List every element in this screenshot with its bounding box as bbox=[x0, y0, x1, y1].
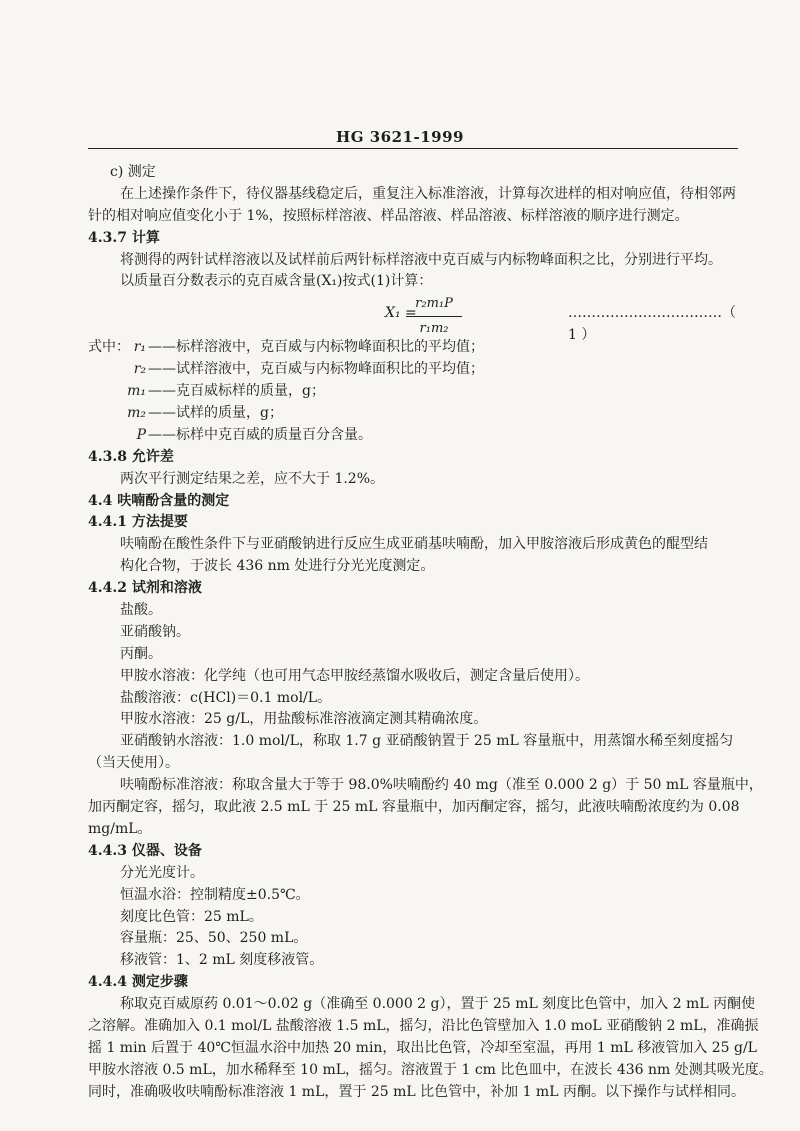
formula-fraction bbox=[406, 293, 462, 340]
definition-symbol: r₂ bbox=[133, 361, 146, 378]
definition-text: ——试样的质量，g； bbox=[148, 405, 283, 422]
text-line: 移液管：1、2 mL 刻度移液管。 bbox=[120, 952, 324, 969]
text-line: 称取克百威原药 0.01～0.02 g（准确至 0.000 2 g），置于 25 mL 刻度比色管中，加入 2 mL 丙酮使 bbox=[120, 996, 756, 1013]
symbol-definition bbox=[88, 403, 740, 425]
text-line: 加丙酮定容，摇匀，取此液 2.5 mL 于 25 mL 容量瓶中，加丙酮定容，摇匀，此液呋喃酚浓度约为 0.08 bbox=[88, 799, 740, 816]
text-line: 甲胺水溶液：化学纯（也可用气态甲胺经蒸馏水吸收后，测定含量后使用）。 bbox=[120, 667, 589, 684]
section-heading: 4.4.1 方法提要 bbox=[88, 514, 188, 531]
text-line: 呋喃酚标准溶液：称取含量大于等于 98.0%呋喃酚约 40 mg（准至 0.000 2 g）于 50 mL 容量瓶中， bbox=[120, 777, 763, 794]
document-body bbox=[88, 162, 773, 1104]
text-line: 将测得的两针试样溶液以及试样前后两针标样溶液中克百威与内标物峰面积之比，分别进行平均。 bbox=[120, 251, 722, 268]
text-line: （当天使用）。 bbox=[88, 755, 179, 772]
formula-numerator: r₂m₁P bbox=[406, 293, 462, 317]
section-heading: 4.4.3 仪器、设备 bbox=[88, 842, 202, 859]
text-line: 之溶解。准确加入 0.1 mol/L 盐酸溶液 1.5 mL，摇匀，沿比色管壁加入 1.0 moL 亚硝酸钠 2 mL，准确振 bbox=[88, 1017, 759, 1034]
symbol-definition bbox=[88, 425, 740, 447]
formula-denominator: r₁m₂ bbox=[419, 321, 449, 337]
text-line: 两次平行测定结果之差，应不大于 1.2%。 bbox=[120, 470, 385, 487]
definition-text: ——标样中克百威的质量百分含量。 bbox=[148, 426, 372, 443]
definition-symbol: m₁ bbox=[127, 383, 146, 400]
text-line: 盐酸溶液：c(HCl)＝0.1 mol/L。 bbox=[120, 689, 332, 706]
text-block-a bbox=[88, 162, 740, 293]
text-line: 刻度比色管：25 mL。 bbox=[120, 908, 263, 925]
formula-lhs: X₁ = bbox=[385, 305, 417, 322]
text-line: 丙酮。 bbox=[120, 645, 162, 662]
text-line: c) 测定 bbox=[110, 164, 156, 180]
text-line: mg/mL。 bbox=[88, 820, 152, 837]
definition-text: ——克百威标样的质量，g； bbox=[148, 383, 325, 400]
symbol-definitions bbox=[88, 337, 740, 446]
text-line: 在上述操作条件下，待仪器基线稳定后，重复注入标准溶液，计算每次进样的相对响应值，待相邻两 bbox=[120, 185, 736, 202]
text-line: 以质量百分数表示的克百威含量(X₁)按式(1)计算： bbox=[120, 273, 433, 290]
text-line: 亚硝酸钠水溶液：1.0 mol/L，称取 1.7 g 亚硝酸钠置于 25 mL 容量瓶中，用蒸馏水稀至刻度摇匀 bbox=[120, 733, 734, 750]
section-heading: 4.4.2 试剂和溶液 bbox=[88, 580, 202, 597]
text-block-b bbox=[88, 447, 773, 1104]
section-heading: 4.3.8 允许差 bbox=[88, 448, 174, 465]
text-line: 摇 1 min 后置于 40℃恒温水浴中加热 20 min，取出比色管，冷却至室温，再用 1 mL 移液管加入 25 g/L bbox=[88, 1039, 757, 1056]
definition-text: ——试样溶液中，克百威与内标物峰面积比的平均值； bbox=[148, 361, 484, 378]
definition-symbol: r₁ bbox=[133, 339, 146, 356]
definition-symbol: P bbox=[136, 426, 146, 443]
text-line: 同时，准确吸收呋喃酚标准溶液 1 mL，置于 25 mL 比色管中，补加 1 mL 丙酮。以下操作与试样相同。 bbox=[88, 1083, 745, 1100]
section-heading: 4.4.4 测定步骤 bbox=[88, 974, 188, 991]
definition-prefix: 式中： bbox=[88, 339, 130, 356]
text-line: 甲胺水溶液 0.5 mL，加水稀释至 10 mL，摇匀。溶液置于 1 cm 比色皿中，在波长 436 nm 处测其吸光度。 bbox=[88, 1061, 773, 1078]
text-line: 呋喃酚在酸性条件下与亚硝酸钠进行反应生成亚硝基呋喃酚，加入甲胺溶液后形成黄色的醌型结 bbox=[120, 536, 708, 553]
text-line: 恒温水浴：控制精度±0.5℃。 bbox=[120, 886, 310, 903]
symbol-definition bbox=[88, 359, 740, 381]
formula-1 bbox=[88, 293, 740, 344]
definition-symbol: m₂ bbox=[127, 405, 146, 422]
page-header: HG 3621-1999 bbox=[336, 128, 464, 146]
symbol-definition bbox=[88, 381, 740, 403]
text-line: 甲胺水溶液：25 g/L，用盐酸标准溶液滴定测其精确浓度。 bbox=[120, 711, 488, 728]
text-line: 容量瓶：25、50、250 mL。 bbox=[120, 930, 308, 947]
text-line: 构化合物，于波长 436 nm 处进行分光光度测定。 bbox=[120, 558, 435, 575]
text-line: 盐酸。 bbox=[120, 602, 162, 619]
text-line: 针的相对响应值变化小于 1%，按照标样溶液、样品溶液、样品溶液、标样溶液的顺序进行测定。 bbox=[88, 207, 689, 224]
section-heading: 4.3.7 计算 bbox=[88, 229, 160, 246]
header-rule bbox=[88, 148, 738, 149]
definition-text: ——标样溶液中，克百威与内标物峰面积比的平均值； bbox=[148, 339, 484, 356]
formula-number: ……………………………（ 1 ） bbox=[568, 305, 736, 344]
section-heading: 4.4 呋喃酚含量的测定 bbox=[88, 492, 230, 509]
text-line: 亚硝酸钠。 bbox=[120, 623, 190, 640]
text-line: 分光光度计。 bbox=[120, 864, 204, 881]
